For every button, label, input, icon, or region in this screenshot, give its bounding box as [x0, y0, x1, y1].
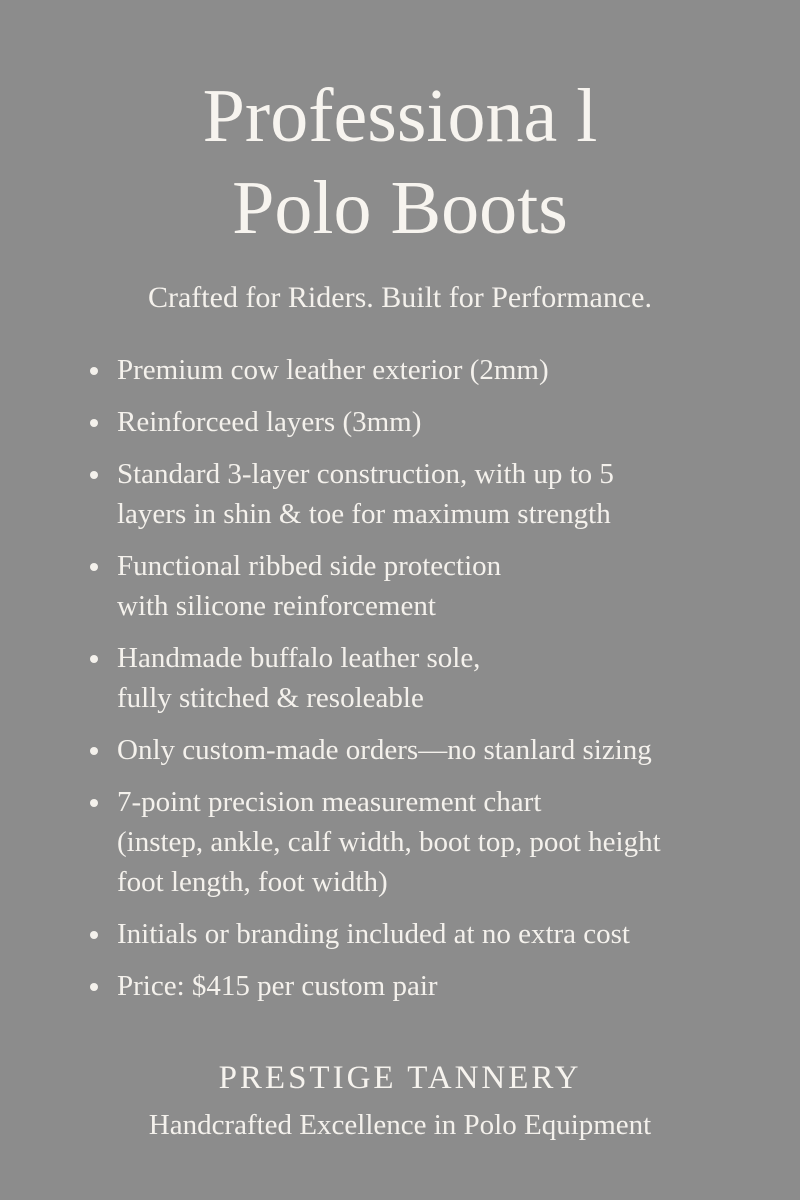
bullet-dot-icon [90, 419, 98, 427]
feature-text-line: layers in shin & toe for maximum strength [117, 498, 611, 530]
feature-item [90, 782, 770, 902]
title-line-1: Professiona l [202, 74, 598, 158]
brand-tagline: Handcrafted Excellence in Polo Equipment [148, 1109, 652, 1141]
bullet-dot-icon [90, 471, 98, 479]
bullet-dot-icon [90, 563, 98, 571]
feature-item [90, 454, 770, 534]
bullet-dot-icon [90, 367, 98, 375]
page-title [0, 70, 800, 254]
feature-list [90, 350, 770, 1018]
bullet-dot-icon [90, 655, 98, 663]
feature-text-line: 7-point precision measurement chart [117, 786, 542, 818]
bullet-dot-icon [90, 747, 98, 755]
feature-text-line: Reinforceed layers (3mm) [117, 406, 422, 438]
feature-text-line: (instep, ankle, calf width, boot top, poot height [117, 826, 661, 858]
feature-text-line: with silicone reinforcement [117, 590, 436, 622]
subtitle: Crafted for Riders. Built for Performance. [147, 281, 652, 314]
bullet-dot-icon [90, 983, 98, 991]
feature-item [90, 546, 770, 626]
feature-item [90, 730, 770, 770]
feature-text-line: Only custom-made orders—no stanlard sizing [117, 734, 652, 766]
feature-text-line: Handmade buffalo leather sole, [117, 642, 481, 674]
feature-text-line: Price: $415 per custom pair [117, 970, 438, 1002]
feature-item [90, 350, 770, 390]
feature-text-line: foot length, foot width) [117, 866, 388, 898]
feature-item [90, 966, 770, 1006]
feature-item [90, 914, 770, 954]
brand-name: PRESTIGE TANNERY [218, 1060, 582, 1096]
feature-text-line: Premium cow leather exterior (2mm) [117, 354, 549, 386]
bullet-dot-icon [90, 931, 98, 939]
feature-item [90, 402, 770, 442]
feature-item [90, 638, 770, 718]
title-line-2: Polo Boots [232, 166, 568, 250]
feature-text-line: fully stitched & resoleable [117, 682, 424, 714]
feature-text-line: Standard 3-layer construction, with up to 5 [117, 458, 614, 490]
bullet-dot-icon [90, 799, 98, 807]
feature-text-line: Initials or branding included at no extra cost [117, 918, 630, 950]
feature-text-line: Functional ribbed side protection [117, 550, 502, 582]
